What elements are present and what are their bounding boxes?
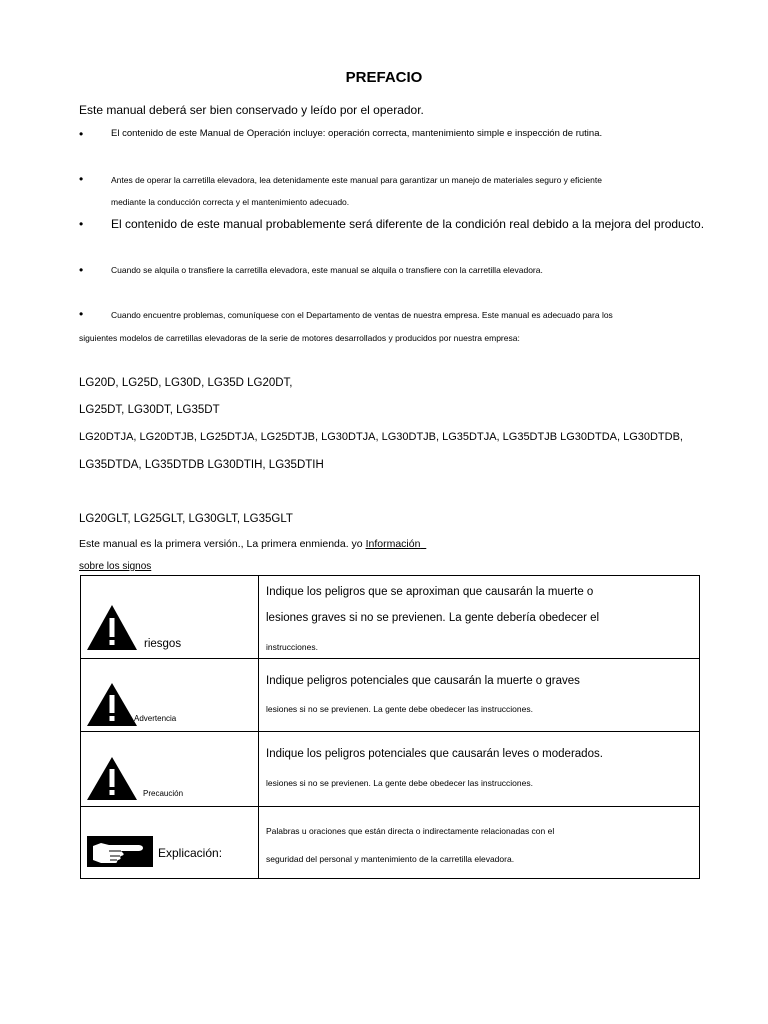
models-line-2: LG25DT, LG30DT, LG35DT <box>79 404 220 416</box>
sign-row-precaucion <box>81 732 700 807</box>
sign-row-riesgos <box>81 576 700 659</box>
bullet-3 <box>79 217 83 231</box>
sign-desc-line: Palabras u oraciones que están directa o indirectamente relacionadas con el <box>266 826 555 836</box>
signs-heading: sobre los signos <box>79 561 152 572</box>
warning-triangle-icon <box>87 683 137 726</box>
sign-row-advertencia <box>81 659 700 732</box>
bullet-2-text: Antes de operar la carretilla elevadora, lea detenidamente este manual para garantizar un manejo de materiales seguro y eficiente <box>111 175 602 185</box>
pointing-hand-icon <box>87 836 153 867</box>
sign-desc-line: lesiones graves si no se previenen. La gente debería obedecer el <box>266 612 600 624</box>
bullet-marker: • <box>79 172 84 186</box>
version-info-link[interactable]: Información <box>365 538 421 550</box>
sign-icon-cell <box>81 659 259 732</box>
bullet-1-text: El contenido de este Manual de Operación incluye: operación correcta, mantenimiento simple e inspección de rutina. <box>111 128 603 139</box>
bullet-1 <box>79 127 83 141</box>
sign-description-cell <box>259 732 700 807</box>
sign-icon-cell <box>81 576 259 659</box>
warning-triangle-icon <box>87 757 137 800</box>
bullet-4-text: Cuando se alquila o transfiere la carretilla elevadora, este manual se alquila o transfiere con la carretilla elevadora. <box>111 265 543 275</box>
sign-desc-line: Indique peligros potenciales que causarán la muerte o graves <box>266 675 580 687</box>
bullet-3-text: El contenido de este manual probablemente será diferente de la condición real debido a la mejora del producto. <box>111 217 705 231</box>
signs-table <box>80 575 700 879</box>
sign-row-explicacion <box>81 807 700 879</box>
sign-desc-line: lesiones si no se previenen. La gente debe obedecer las instrucciones. <box>266 778 533 788</box>
intro-text: Este manual deberá ser bien conservado y leído por el operador. <box>79 103 424 117</box>
sign-label: riesgos <box>144 638 182 650</box>
bullet-4 <box>79 263 83 277</box>
bullet-marker: • <box>79 307 84 321</box>
page-title: PREFACIO <box>345 69 423 86</box>
sign-desc-line: Indique los peligros que se aproximan que causarán la muerte o <box>266 586 594 598</box>
bullet-2 <box>79 172 83 186</box>
warning-triangle-icon <box>87 605 137 650</box>
models-line-5: LG20GLT, LG25GLT, LG30GLT, LG35GLT <box>79 513 293 525</box>
sign-label: Explicación: <box>158 846 223 860</box>
models-line-1: LG20D, LG25D, LG30D, LG35D LG20DT, <box>79 377 293 389</box>
sign-description-cell <box>259 576 700 659</box>
version-note <box>79 538 426 550</box>
bullet-marker: • <box>79 127 84 141</box>
sign-icon-cell <box>81 732 259 807</box>
bullet-5 <box>79 307 83 321</box>
bullet-marker: • <box>79 263 84 277</box>
models-line-4: LG35DTDA, LG35DTDB LG30DTIH, LG35DTIH <box>79 459 324 471</box>
bullet-5-text-cont: siguientes modelos de carretillas elevadoras de la serie de motores desarrollados y producidos por nuestra empresa: <box>79 333 520 343</box>
version-note-text: Este manual es la primera versión., La primera enmienda. yo <box>79 538 363 550</box>
sign-description-cell <box>259 659 700 732</box>
models-line-3: LG20DTJA, LG20DTJB, LG25DTJA, LG25DTJB, LG30DTJA, LG30DTJB, LG35DTJA, LG35DTJB LG30DTDA, LG30DTDB, <box>79 431 683 443</box>
sign-icon-cell <box>81 807 259 879</box>
sign-description-cell <box>259 807 700 879</box>
sign-desc-line: seguridad del personal y mantenimiento de la carretilla elevadora. <box>266 854 515 864</box>
bullet-5-text: Cuando encuentre problemas, comuníquese con el Departamento de ventas de nuestra empresa. Este manual es adecuado para los <box>111 310 613 320</box>
bullet-2-text-cont: mediante la conducción correcta y el mantenimiento adecuado. <box>111 197 350 207</box>
bullet-marker: • <box>79 217 84 231</box>
sign-desc-line: instrucciones. <box>266 642 318 652</box>
sign-desc-line: Indique los peligros potenciales que causarán leves o moderados. <box>266 748 603 760</box>
sign-desc-line: lesiones si no se previenen. La gente debe obedecer las instrucciones. <box>266 704 533 714</box>
sign-label: Precaución <box>143 789 184 798</box>
sign-label: Advertencia <box>134 714 177 723</box>
